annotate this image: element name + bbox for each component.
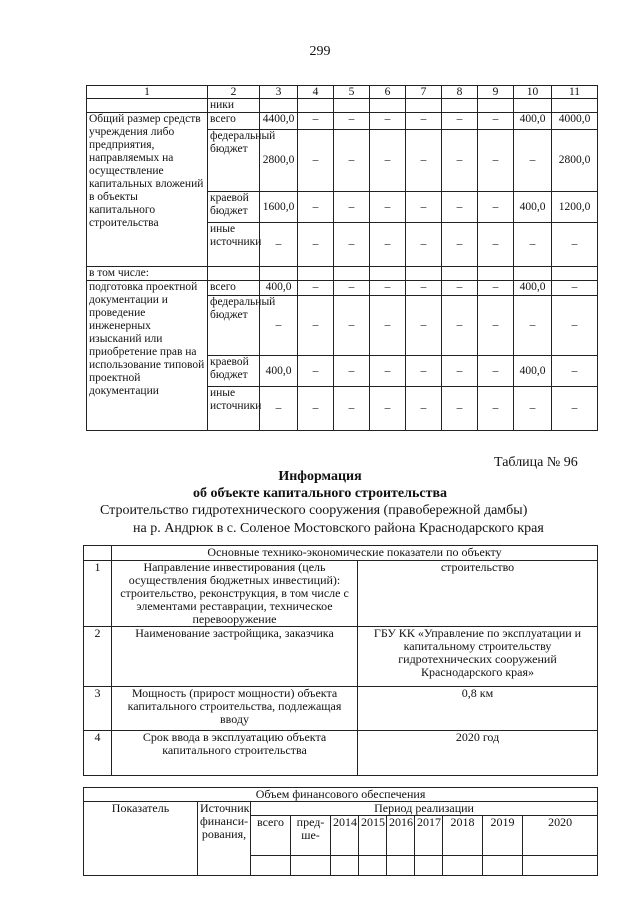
value-cell: –	[442, 296, 478, 356]
col-number: 11	[552, 86, 598, 99]
prev-column-header: пред-ше-	[291, 816, 331, 856]
value-cell: –	[370, 281, 406, 296]
value-cell: –	[552, 281, 598, 296]
value-cell: 4000,0	[552, 113, 598, 130]
table-header-row	[84, 802, 598, 816]
table-row	[84, 627, 598, 687]
indicator-value: 0,8 км	[358, 687, 598, 731]
value-cell: –	[334, 192, 370, 223]
row-number: 3	[84, 687, 112, 731]
value-cell: 1600,0	[260, 192, 298, 223]
value-cell: –	[370, 192, 406, 223]
year-header: 2014	[331, 816, 359, 856]
value-cell: –	[334, 223, 370, 267]
value-cell: –	[370, 223, 406, 267]
value-cell: –	[370, 113, 406, 130]
col-number: 10	[514, 86, 552, 99]
indicator-label: Наименование застройщика, заказчика	[112, 627, 358, 687]
value-cell: –	[298, 387, 334, 431]
col-number: 2	[208, 86, 260, 99]
indicator-label: подготовка проектной документации и проведение инженерных изысканий или приобретение прав на использование типовой проектной документации	[87, 281, 208, 431]
value-cell: –	[442, 192, 478, 223]
section-title-line2: об объекте капитального строительства	[192, 486, 448, 501]
value-cell: –	[334, 130, 370, 192]
value-cell: –	[334, 356, 370, 387]
col-number: 9	[478, 86, 514, 99]
value-cell: –	[298, 192, 334, 223]
row-number: 4	[84, 731, 112, 776]
year-header: 2016	[387, 816, 415, 856]
value-cell: –	[552, 387, 598, 431]
value-cell: –	[298, 356, 334, 387]
value-cell: –	[478, 281, 514, 296]
value-cell: –	[260, 387, 298, 431]
source-cell: федеральный бюджет	[208, 296, 260, 356]
value-cell: –	[514, 296, 552, 356]
indicator-label: Срок ввода в эксплуатацию объекта капитального строительства	[112, 731, 358, 776]
source-cell: всего	[208, 113, 260, 130]
table-row	[87, 281, 598, 296]
col-number: 7	[406, 86, 442, 99]
value-cell: –	[298, 113, 334, 130]
including-label: в том числе:	[87, 267, 208, 281]
year-header: 2019	[483, 816, 523, 856]
value-cell: –	[442, 281, 478, 296]
value-cell: –	[406, 356, 442, 387]
value-cell: 2800,0	[260, 130, 298, 192]
value-cell: –	[334, 387, 370, 431]
funding-table	[83, 787, 598, 876]
value-cell: 1200,0	[552, 192, 598, 223]
value-cell: –	[552, 296, 598, 356]
value-cell: –	[478, 387, 514, 431]
table-row	[84, 731, 598, 776]
value-cell: 400,0	[514, 356, 552, 387]
table-row	[84, 561, 598, 627]
value-cell: –	[514, 387, 552, 431]
col-number: 4	[298, 86, 334, 99]
object-location: на р. Андрюк в с. Соленое Мостовского района Краснодарского края	[133, 521, 544, 536]
value-cell: –	[478, 356, 514, 387]
table-row	[84, 687, 598, 731]
value-cell: –	[442, 356, 478, 387]
table-row	[87, 267, 598, 281]
value-cell: 400,0	[260, 281, 298, 296]
source-cell: краевой бюджет	[208, 192, 260, 223]
total-column-header: всего	[251, 816, 291, 856]
column-number-row	[87, 86, 598, 99]
value-cell: –	[478, 130, 514, 192]
value-cell: –	[478, 296, 514, 356]
source-cell: всего	[208, 281, 260, 296]
col-number: 5	[334, 86, 370, 99]
section-title: Информация	[278, 469, 362, 484]
value-cell: –	[298, 296, 334, 356]
row-number: 2	[84, 627, 112, 687]
col-number: 1	[87, 86, 208, 99]
value-cell: –	[442, 223, 478, 267]
value-cell: 400,0	[514, 281, 552, 296]
value-cell: –	[478, 223, 514, 267]
table-header-row	[84, 788, 598, 802]
source-cell: иные источники	[208, 223, 260, 267]
col-number: 6	[370, 86, 406, 99]
col-number: 3	[260, 86, 298, 99]
page-number: 299	[309, 44, 331, 59]
value-cell: –	[514, 223, 552, 267]
value-cell: –	[406, 113, 442, 130]
source-cell: ники	[208, 99, 260, 113]
year-header: 2020	[523, 816, 598, 856]
indicator-value: 2020 год	[358, 731, 598, 776]
value-cell: 2800,0	[552, 130, 598, 192]
value-cell: –	[478, 192, 514, 223]
value-cell: –	[442, 130, 478, 192]
value-cell: –	[406, 192, 442, 223]
value-cell: –	[334, 113, 370, 130]
col-number: 8	[442, 86, 478, 99]
indicators-header: Основные технико-экономические показатели по объекту	[112, 546, 598, 561]
indicator-label: Общий размер средств учреждения либо предприятия, направляемых на осуществление капитальных вложений в объекты капитального строительства	[87, 113, 208, 267]
year-header: 2015	[359, 816, 387, 856]
value-cell: –	[406, 130, 442, 192]
value-cell: –	[442, 113, 478, 130]
value-cell: –	[298, 281, 334, 296]
value-cell: –	[334, 296, 370, 356]
source-cell: федеральный бюджет	[208, 130, 260, 192]
year-header: 2018	[443, 816, 483, 856]
table-header-row	[84, 546, 598, 561]
value-cell: 4400,0	[260, 113, 298, 130]
indicator-column-header: Показатель	[84, 802, 198, 876]
value-cell: 400,0	[514, 113, 552, 130]
value-cell: –	[406, 223, 442, 267]
source-column-header: Источник финанси-рования,	[198, 802, 251, 876]
source-cell: краевой бюджет	[208, 356, 260, 387]
indicator-value: ГБУ КК «Управление по эксплуатации и капитальному строительству гидротехнических сооружений Краснодарского края»	[358, 627, 598, 687]
financing-table-continuation	[86, 85, 598, 431]
value-cell: –	[260, 223, 298, 267]
value-cell: –	[478, 113, 514, 130]
value-cell: –	[442, 387, 478, 431]
funding-header: Объем финансового обеспечения	[84, 788, 598, 802]
period-column-header: Период реализации	[251, 802, 598, 816]
value-cell: –	[406, 281, 442, 296]
source-cell: иные источники	[208, 387, 260, 431]
value-cell: 400,0	[514, 192, 552, 223]
indicator-label: Мощность (прирост мощности) объекта капитального строительства, подлежащая вводу	[112, 687, 358, 731]
value-cell: –	[298, 130, 334, 192]
value-cell: –	[514, 130, 552, 192]
table-row	[87, 113, 598, 130]
value-cell: –	[370, 387, 406, 431]
value-cell: –	[406, 296, 442, 356]
value-cell: –	[406, 387, 442, 431]
year-header: 2017	[415, 816, 443, 856]
indicator-value: строительство	[358, 561, 598, 627]
value-cell: –	[370, 296, 406, 356]
value-cell: –	[334, 281, 370, 296]
object-name: Строительство гидротехнического сооружения (правобережной дамбы)	[100, 503, 528, 518]
indicator-label: Направление инвестирования (цель осуществления бюджетных инвестиций): строительство, реконструкция, в том числе с элементами реставрации, техническое перевооружение	[112, 561, 358, 627]
value-cell: –	[370, 130, 406, 192]
table-row	[87, 99, 598, 113]
indicators-table	[83, 545, 598, 776]
value-cell: –	[370, 356, 406, 387]
value-cell: –	[552, 223, 598, 267]
row-number: 1	[84, 561, 112, 627]
table-number: Таблица № 96	[494, 455, 578, 470]
value-cell: –	[552, 356, 598, 387]
value-cell: 400,0	[260, 356, 298, 387]
value-cell: –	[298, 223, 334, 267]
value-cell: –	[260, 296, 298, 356]
